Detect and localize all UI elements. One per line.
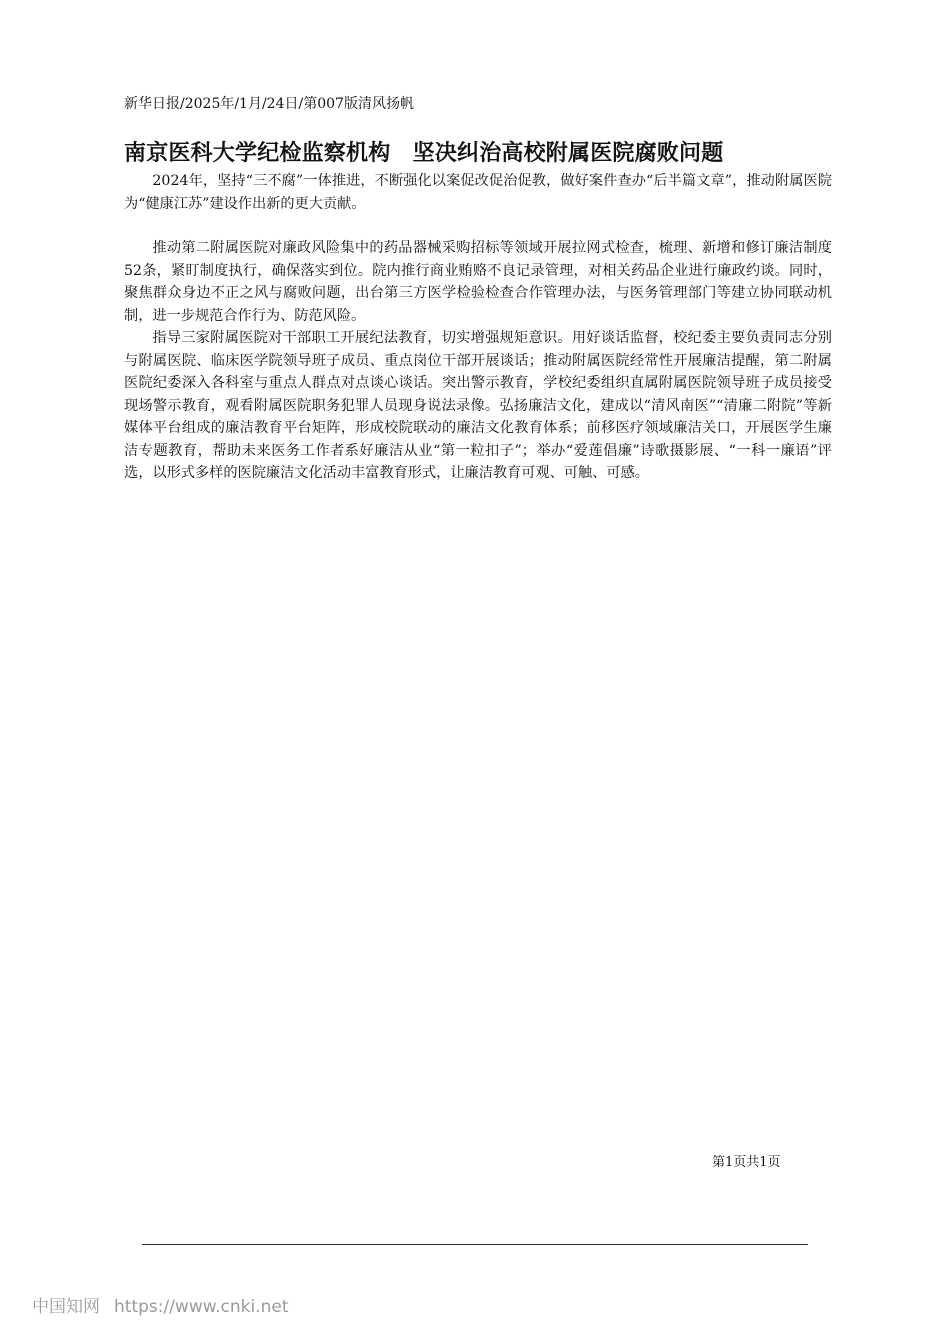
paragraph-education: 指导三家附属医院对干部职工开展纪法教育，切实增强规矩意识。用好谈话监督，校纪委主要负责同志分别与附属医院、临床医学院领导班子成员、重点岗位干部开展谈话；推动附属医院经常性开展廉洁提醒，第二附属医院纪委深入各科室与重点人群点对点谈心谈话。突出警示教育，学校纪委组织直属附属医院领导班子成员接受现场警示教育，观看附属医院职务犯罪人员现身说法录像。弘扬廉洁文化，建成以“清风南医”“清廉二附院”等新媒体平台组成的廉洁教育平台矩阵，形成校院联动的廉洁文化教育体系；前移医疗领域廉洁关口，开展医学生廉洁专题教育，帮助未来医务工作者系好廉洁从业“第一粒扣子”；举办“爱莲倡廉”诗歌摄影展、“一科一廉语”评选，以形式多样的医院廉洁文化活动丰富教育形式，让廉洁教育可观、可触、可感。 xyxy=(124,330,832,481)
article-body xyxy=(124,170,832,485)
article-title: 南京医科大学纪检监察机构 坚决纠治高校附属医院腐败问题 xyxy=(124,141,724,166)
watermark-url: https://www.cnki.net xyxy=(114,1297,289,1317)
page-number: 第1页共1页 xyxy=(712,1155,781,1170)
paragraph-procurement: 推动第二附属医院对廉政风险集中的药品器械采购招标等领域开展拉网式检查，梳理、新增和修订廉洁制度52条，紧盯制度执行，确保落实到位。院内推行商业贿赂不良记录管理，对相关药品企业进行廉政约谈。同时，聚焦群众身边不正之风与腐败问题，出台第三方医学检验检查合作管理办法，与医务管理部门等建立协同联动机制，进一步规范合作行为、防范风险。 xyxy=(124,240,832,324)
footer-divider xyxy=(142,1244,808,1245)
source-line: 新华日报/2025年/1月/24日/第007版清风扬帆 xyxy=(124,96,414,112)
cnki-watermark xyxy=(32,1292,288,1317)
paragraph-intro: 2024年，坚持“三不腐”一体推进，不断强化以案促改促治促教，做好案件查办“后半篇文章”，推动附属医院为“健康江苏”建设作出新的更大贡献。 xyxy=(124,173,832,212)
watermark-brand: 中国知网 xyxy=(32,1297,100,1317)
